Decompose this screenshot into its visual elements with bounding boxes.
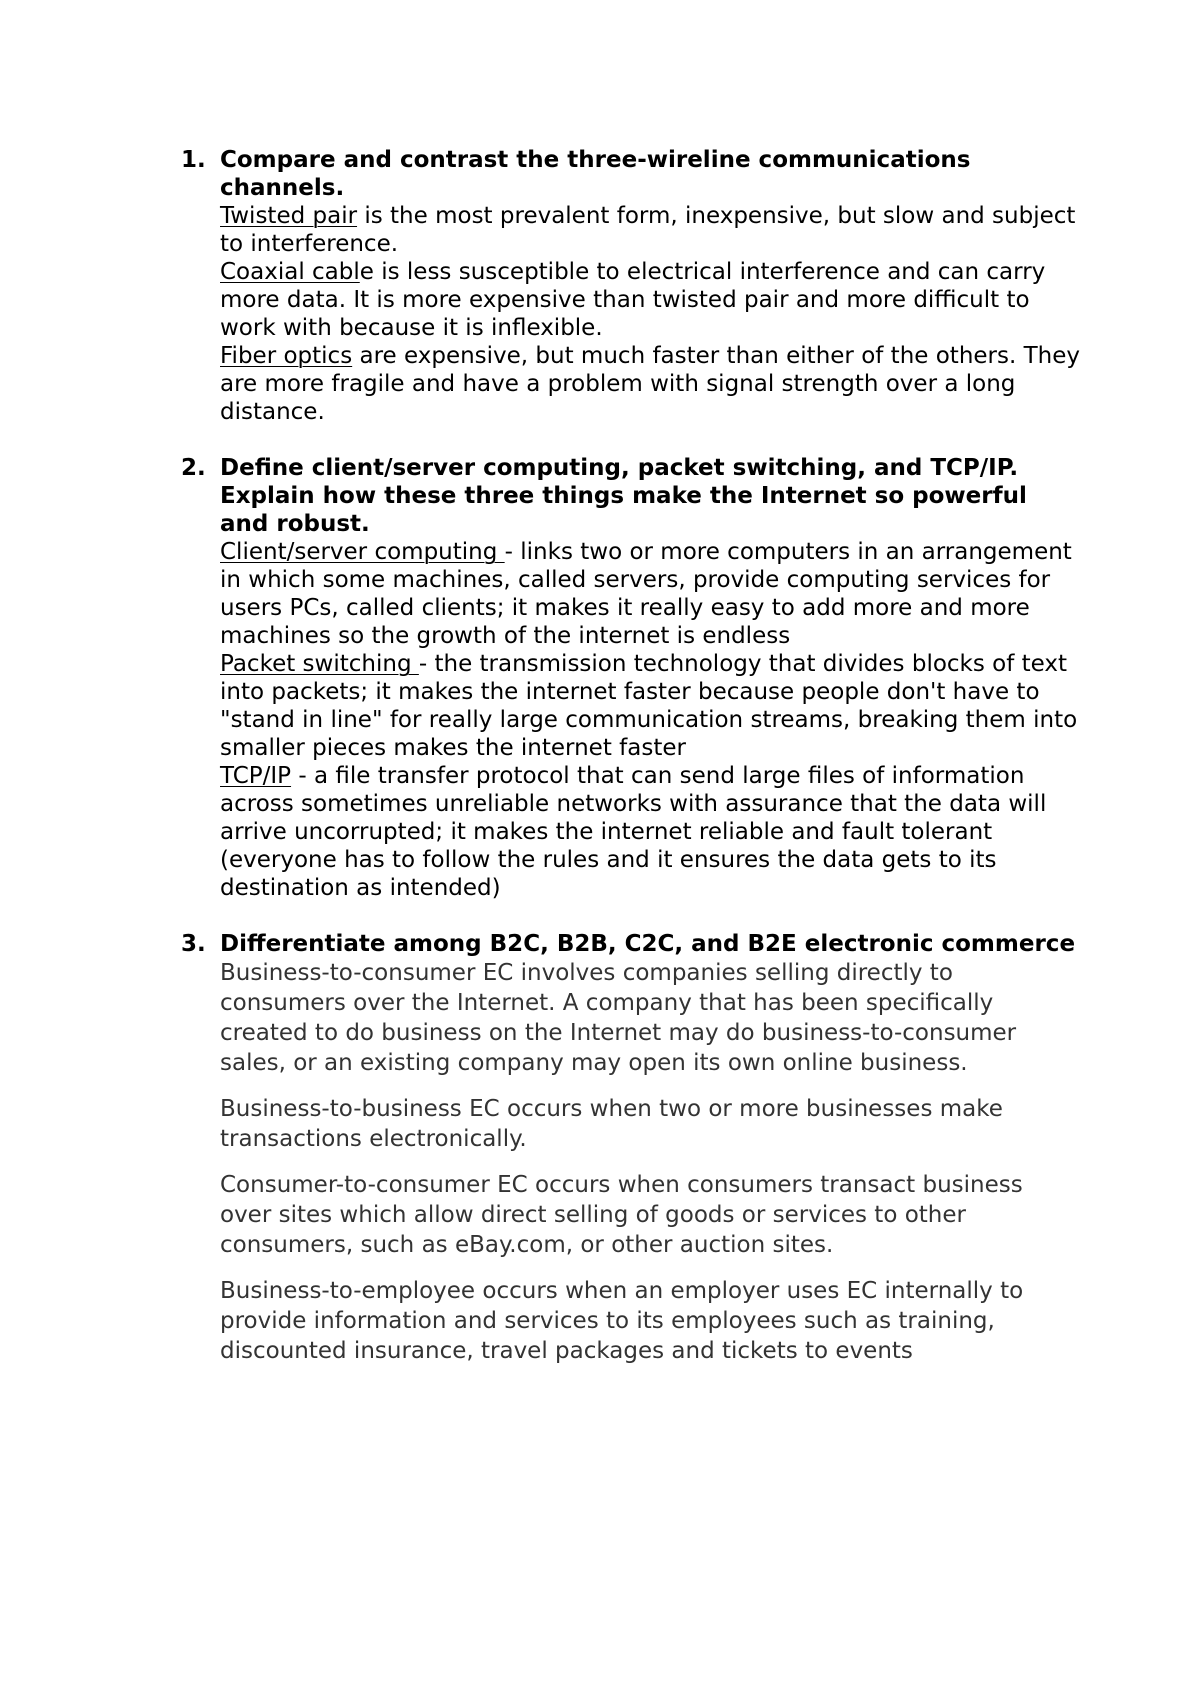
definition-client-server-computing: - links two or more computers in an arrangement in which some machines, called servers, provide computing services for users PCs, called clients; it makes it really easy to add more and more machines so the growth of the internet is endless <box>220 539 1072 649</box>
answer-3-b2b: Business-to-business EC occurs when two or more businesses make transactions electronically. <box>220 1096 1003 1152</box>
answer-1-twisted-pair <box>220 202 1081 258</box>
question-2 <box>181 454 1081 902</box>
question-3-number: 3. <box>181 931 206 957</box>
answer-3-c2c: Consumer-to-consumer EC occurs when consumers transact business over sites which allow direct selling of goods or services to other consumers, such as eBay.com, or other auction sites. <box>220 1172 1023 1258</box>
term-packet-switching: Packet switching <box>220 651 419 677</box>
answer-1-coaxial-cable <box>220 258 1081 342</box>
term-coaxial-cable: Coaxial cabl <box>220 259 360 285</box>
question-3 <box>181 930 1081 1366</box>
definition-fiber-optics: are expensive, but much faster than either of the others. They are more fragile and have a problem with signal strength over a long distance. <box>220 343 1080 425</box>
question-2-title: Define client/server computing, packet switching, and TCP/IP. Explain how these three things make the Internet so powerful and robust. <box>220 455 1027 537</box>
answer-2-tcp-ip <box>220 762 1081 902</box>
term-twisted-pair: Twisted pair <box>220 203 358 229</box>
question-1 <box>181 146 1081 426</box>
answer-2-packet-switching <box>220 650 1081 762</box>
question-2-number: 2. <box>181 455 206 481</box>
term-client-server-computing: Client/server computing <box>220 539 505 565</box>
term-tcp-ip: TCP/IP <box>220 763 292 789</box>
question-list <box>181 146 1081 1366</box>
question-1-number: 1. <box>181 147 206 173</box>
question-1-title: Compare and contrast the three-wireline communications channels. <box>220 147 971 201</box>
definition-twisted-pair: is the most prevalent form, inexpensive, but slow and subject to interference. <box>220 203 1076 257</box>
definition-coaxial-cable: e is less susceptible to electrical interference and can carry more data. It is more expensive than twisted pair and more difficult to work with because it is inflexible. <box>220 259 1046 341</box>
answer-3-b2e: Business-to-employee occurs when an employer uses EC internally to provide information and services to its employees such as training, discounted insurance, travel packages and tickets to events <box>220 1278 1024 1364</box>
answer-3 <box>220 958 1081 1366</box>
answer-2-client-server <box>220 538 1081 650</box>
answer-1-fiber-optics <box>220 342 1081 426</box>
definition-tcp-ip: - a file transfer protocol that can send large files of information across sometimes unreliable networks with assurance that the data will arrive uncorrupted; it makes the internet reliable and fault tolerant (everyone has to follow the rules and it ensures the data gets to its destination as intended) <box>220 763 1047 901</box>
question-3-title: Differentiate among B2C, B2B, C2C, and B2E electronic commerce <box>220 931 1076 957</box>
term-fiber-optics: Fiber optics <box>220 343 353 369</box>
answer-3-b2c: Business-to-consumer EC involves companies selling directly to consumers over the Internet. A company that has been specifically created to do business on the Internet may do business-to-consumer sales, or an existing company may open its own online business. <box>220 960 1017 1076</box>
definition-packet-switching: - the transmission technology that divides blocks of text into packets; it makes the internet faster because people don't have to "stand in line" for really large communication streams, breaking them into smaller pieces makes the internet faster <box>220 651 1078 761</box>
